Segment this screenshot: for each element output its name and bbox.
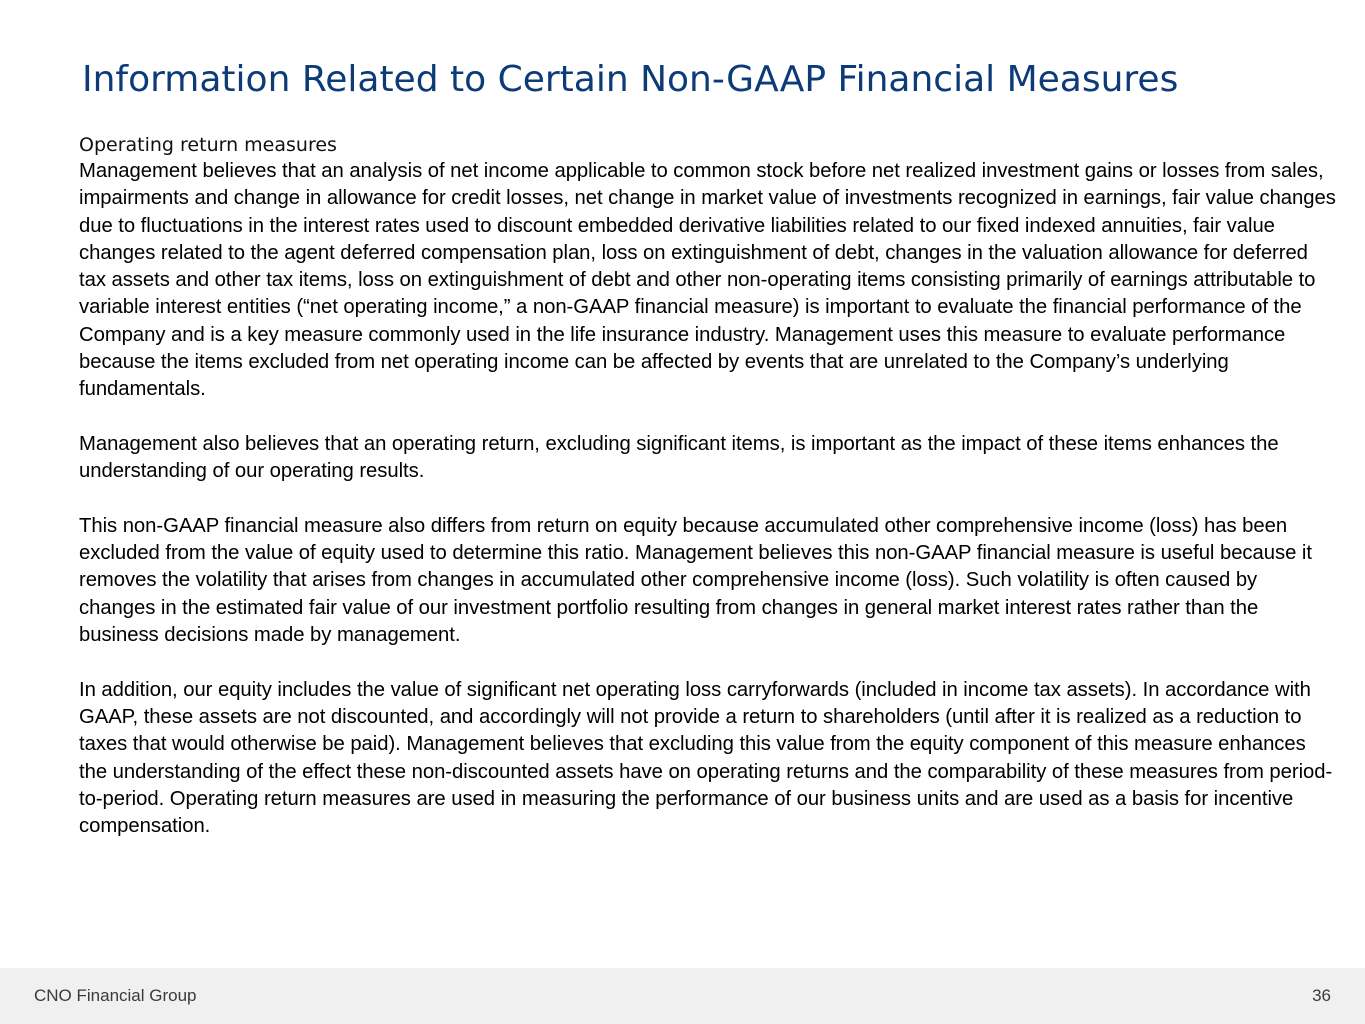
footer-company-name: CNO Financial Group xyxy=(34,986,197,1005)
slide-title: Information Related to Certain Non-GAAP Financial Measures xyxy=(82,59,1179,100)
slide-content xyxy=(79,132,1339,868)
paragraph-significant-items: Management also believes that an operating return, excluding significant items, is important as the impact of these items enhances the understanding of our operating results. xyxy=(79,432,1279,483)
paragraph-net-operating-income: Management believes that an analysis of net income applicable to common stock before net realized investment gains or losses from sales, impairments and change in allowance for credit losses, net change in market value of investments recognized in earnings, fair value changes due to fluctuations in the interest rates used to discount embedded derivative liabilities related to our fixed indexed annuities, fair value changes related to the agent deferred compensation plan, loss on extinguishment of debt, changes in the valuation allowance for deferred tax assets and other tax items, loss on extinguishment of debt and other non-operating items consisting primarily of earnings attributable to variable interest entities (“net operating income,” a non-GAAP financial measure) is important to evaluate the financial performance of the Company and is a key measure commonly used in the life insurance industry. Management uses this measure to evaluate performance because the items excluded from net operating income can be affected by events that are unrelated to the Company’s underlying fundamentals. xyxy=(79,160,1336,401)
paragraph-return-on-equity: This non-GAAP financial measure also differs from return on equity because accumulated other comprehensive income (loss) has been excluded from the value of equity used to determine this ratio. Management believes this non-GAAP financial measure is useful because it removes the volatility that arises from changes in accumulated other comprehensive income (loss). Such volatility is often caused by changes in the estimated fair value of our investment portfolio resulting from changes in general market interest rates rather than the business decisions made by management. xyxy=(79,514,1312,647)
slide-footer xyxy=(0,968,1365,1024)
footer-page-number: 36 xyxy=(1312,986,1331,1005)
section-heading: Operating return measures xyxy=(79,134,337,156)
paragraph-nol-carryforwards: In addition, our equity includes the value of significant net operating loss carryforwards (included in income tax assets). In accordance with GAAP, these assets are not discounted, and accordingly will not provide a return to shareholders (until after it is realized as a reduction to taxes that would otherwise be paid). Management believes that excluding this value from the equity component of this measure enhances the understanding of the effect these non-discounted assets have on operating returns and the comparability of these measures from period-to-period. Operating return measures are used in measuring the performance of our business units and are used as a basis for incentive compensation. xyxy=(79,678,1333,838)
